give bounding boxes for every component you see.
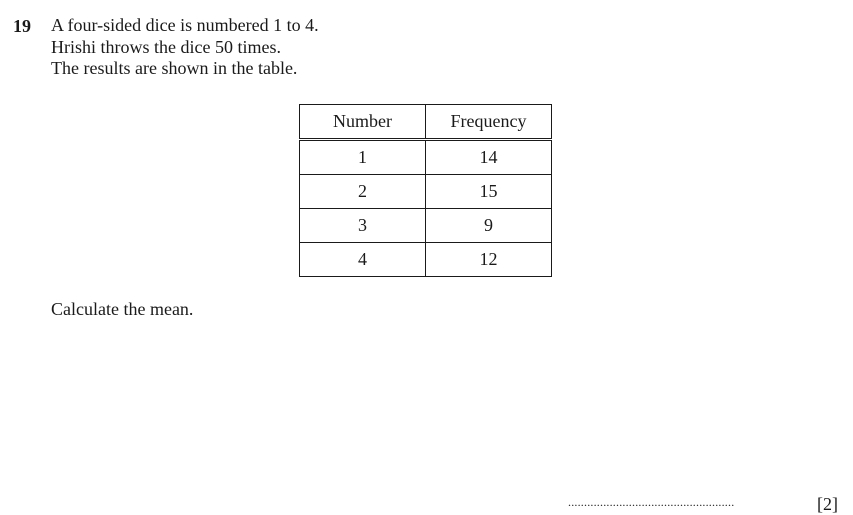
- answer-line[interactable]: ....................................................: [568, 495, 735, 509]
- cell-number: 3: [300, 209, 426, 243]
- table-row: [300, 140, 552, 175]
- header-frequency: Frequency: [426, 105, 552, 140]
- table-row: [300, 209, 552, 243]
- intro-line-3: The results are shown in the table.: [51, 58, 298, 78]
- cell-number: 2: [300, 175, 426, 209]
- table-header-row: [300, 105, 552, 140]
- cell-frequency: 14: [426, 140, 552, 175]
- intro-line-2: Hrishi throws the dice 50 times.: [51, 36, 281, 57]
- header-number: Number: [300, 105, 426, 140]
- intro-line-1: A four-sided dice is numbered 1 to 4.: [51, 15, 319, 35]
- question-number: 19: [13, 16, 31, 36]
- marks-label: [2]: [817, 494, 838, 514]
- table-row: [300, 243, 552, 277]
- table-row: [300, 175, 552, 209]
- question-intro: [51, 15, 319, 80]
- cell-frequency: 12: [426, 243, 552, 277]
- frequency-table: [299, 104, 552, 277]
- cell-frequency: 15: [426, 175, 552, 209]
- cell-number: 4: [300, 243, 426, 277]
- cell-frequency: 9: [426, 209, 552, 243]
- question-instruction: Calculate the mean.: [51, 299, 194, 319]
- cell-number: 1: [300, 140, 426, 175]
